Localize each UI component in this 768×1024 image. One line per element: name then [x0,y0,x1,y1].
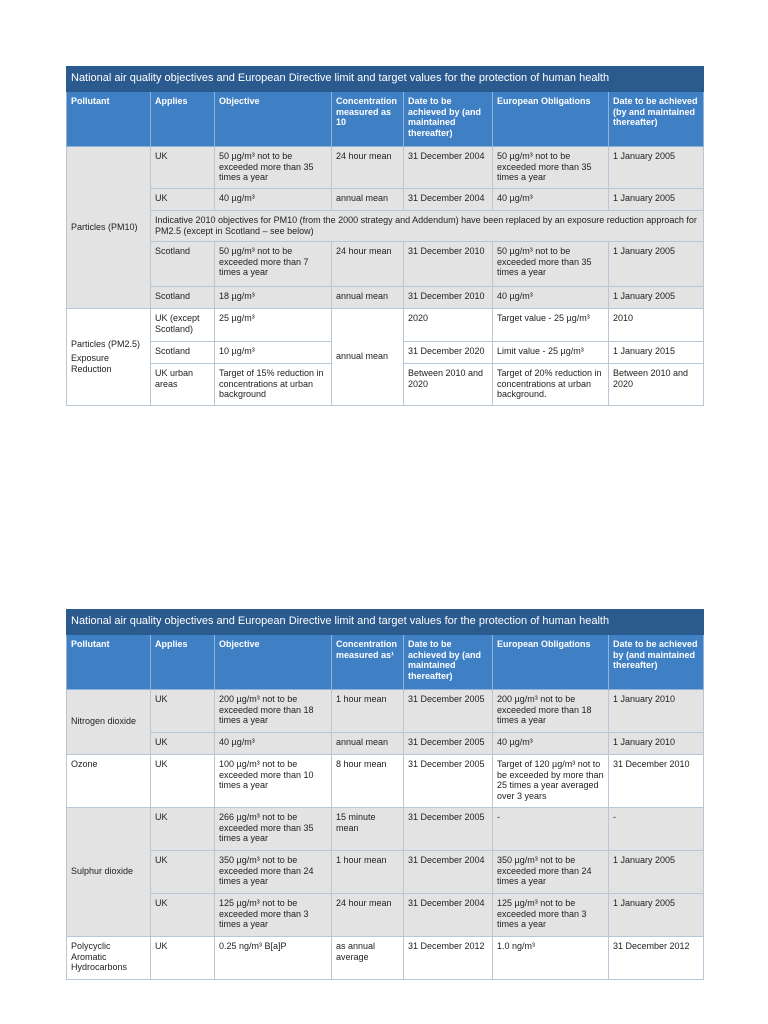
objective-cell: 40 µg/m³ [215,732,332,754]
applies-cell: UK urban areas [151,364,215,406]
objective-cell: 10 µg/m³ [215,342,332,364]
eu-date-cell: 1 January 2015 [609,342,704,364]
objective-cell: 350 µg/m³ not to be exceeded more than 24 times a year [215,850,332,893]
table-row [67,754,704,807]
eu-date-cell: 1 January 2010 [609,732,704,754]
table-row [67,732,704,754]
measured-cell: 8 hour mean [332,754,404,807]
pollutant-cell [67,309,151,406]
date-cell: 2020 [404,309,493,342]
date-cell: 31 December 2010 [404,242,493,287]
eu-date-cell: 1 January 2005 [609,188,704,210]
objective-cell: 40 µg/m³ [215,188,332,210]
measured-cell: annual mean [332,287,404,309]
eu-cell: Target value - 25 µg/m³ [493,309,609,342]
objective-cell: 266 µg/m³ not to be exceeded more than 35 times a year [215,807,332,850]
measured-cell: annual mean [332,309,404,406]
eu-date-cell: 1 January 2005 [609,242,704,287]
table-caption: National air quality objectives and European Directive limit and target values for the protection of human health [67,610,704,635]
table-row [67,210,704,241]
date-cell: 31 December 2020 [404,342,493,364]
header-eu-date: Date to be achieved (by and maintained thereafter) [609,91,704,146]
eu-cell: Target of 120 µg/m³ not to be exceeded by more than 25 times a year averaged over 3 years [493,754,609,807]
table-row [67,893,704,936]
applies-cell: UK [151,754,215,807]
date-cell: 31 December 2005 [404,754,493,807]
eu-cell: Limit value - 25 µg/m³ [493,342,609,364]
applies-cell: UK [151,732,215,754]
objective-cell: Target of 15% reduction in concentrations at urban background [215,364,332,406]
table-caption: National air quality objectives and European Directive limit and target values for the protection of human health [67,67,704,92]
date-cell: 31 December 2004 [404,850,493,893]
note-cell: Indicative 2010 objectives for PM10 (from the 2000 strategy and Addendum) have been replaced by an exposure reduction approach for PM2.5 (except in Scotland – see below) [151,210,704,241]
applies-cell: Scotland [151,342,215,364]
table-row [67,287,704,309]
measured-cell: annual mean [332,732,404,754]
air-quality-table-2 [66,609,704,980]
applies-cell: UK (except Scotland) [151,309,215,342]
pollutant-cell: Particles (PM10) [67,146,151,308]
eu-date-cell: 1 January 2005 [609,287,704,309]
header-objective: Objective [215,91,332,146]
header-pollutant: Pollutant [67,634,151,689]
eu-cell: - [493,807,609,850]
applies-cell: Scotland [151,242,215,287]
pollutant-cell: Ozone [67,754,151,807]
eu-cell: 50 µg/m³ not to be exceeded more than 35 times a year [493,146,609,188]
eu-date-cell: 1 January 2010 [609,689,704,732]
date-cell: 31 December 2004 [404,188,493,210]
eu-cell: Target of 20% reduction in concentrations at urban background. [493,364,609,406]
applies-cell: UK [151,188,215,210]
table-row [67,309,704,342]
applies-cell: UK [151,689,215,732]
eu-date-cell: 31 December 2010 [609,754,704,807]
header-date: Date to be achieved by (and maintained thereafter) [404,91,493,146]
objective-cell: 50 µg/m³ not to be exceeded more than 7 times a year [215,242,332,287]
measured-cell: 24 hour mean [332,146,404,188]
date-cell: 31 December 2004 [404,146,493,188]
eu-cell: 1.0 ng/m³ [493,936,609,979]
measured-cell: 1 hour mean [332,689,404,732]
eu-date-cell: - [609,807,704,850]
eu-cell: 40 µg/m³ [493,188,609,210]
pollutant-cell: Sulphur dioxide [67,807,151,936]
pollutant-cell: Polycyclic Aromatic Hydrocarbons [67,936,151,979]
measured-cell: 24 hour mean [332,242,404,287]
header-date: Date to be achieved by (and maintained thereafter) [404,634,493,689]
date-cell: Between 2010 and 2020 [404,364,493,406]
eu-date-cell: 2010 [609,309,704,342]
table-row [67,850,704,893]
applies-cell: UK [151,807,215,850]
objective-cell: 25 µg/m³ [215,309,332,342]
header-measured: Concentration measured as 10 [332,91,404,146]
applies-cell: UK [151,850,215,893]
objective-cell: 200 µg/m³ not to be exceeded more than 18 times a year [215,689,332,732]
header-pollutant: Pollutant [67,91,151,146]
objective-cell: 18 µg/m³ [215,287,332,309]
table-row [67,936,704,979]
eu-cell: 40 µg/m³ [493,287,609,309]
table-row [67,188,704,210]
date-cell: 31 December 2005 [404,807,493,850]
header-applies: Applies [151,634,215,689]
eu-cell: 350 µg/m³ not to be exceeded more than 24 times a year [493,850,609,893]
header-eu-date: Date to be achieved by (and maintained thereafter) [609,634,704,689]
eu-cell: 200 µg/m³ not to be exceeded more than 18 times a year [493,689,609,732]
table-row [67,146,704,188]
pollutant-subtitle: Exposure Reduction [71,353,112,374]
applies-cell: UK [151,893,215,936]
table-row [67,242,704,287]
eu-date-cell: 1 January 2005 [609,893,704,936]
date-cell: 31 December 2012 [404,936,493,979]
measured-cell: annual mean [332,188,404,210]
table-row [67,807,704,850]
eu-date-cell: Between 2010 and 2020 [609,364,704,406]
pollutant-cell: Nitrogen dioxide [67,689,151,754]
header-measured: Concentration measured as¹ [332,634,404,689]
table-row [67,689,704,732]
measured-cell: 24 hour mean [332,893,404,936]
header-eu: European Obligations [493,634,609,689]
applies-cell: UK [151,936,215,979]
date-cell: 31 December 2005 [404,732,493,754]
air-quality-table-1 [66,66,704,406]
eu-date-cell: 1 January 2005 [609,850,704,893]
objective-cell: 50 µg/m³ not to be exceeded more than 35 times a year [215,146,332,188]
eu-cell: 50 µg/m³ not to be exceeded more than 35 times a year [493,242,609,287]
measured-cell: as annual average [332,936,404,979]
eu-cell: 125 µg/m³ not to be exceeded more than 3 times a year [493,893,609,936]
date-cell: 31 December 2010 [404,287,493,309]
applies-cell: Scotland [151,287,215,309]
header-eu: European Obligations [493,91,609,146]
applies-cell: UK [151,146,215,188]
measured-cell: 15 minute mean [332,807,404,850]
header-objective: Objective [215,634,332,689]
objective-cell: 0.25 ng/m³ B[a]P [215,936,332,979]
eu-date-cell: 31 December 2012 [609,936,704,979]
measured-cell: 1 hour mean [332,850,404,893]
objective-cell: 100 µg/m³ not to be exceeded more than 10 times a year [215,754,332,807]
objective-cell: 125 µg/m³ not to be exceeded more than 3 times a year [215,893,332,936]
header-applies: Applies [151,91,215,146]
eu-cell: 40 µg/m³ [493,732,609,754]
date-cell: 31 December 2005 [404,689,493,732]
date-cell: 31 December 2004 [404,893,493,936]
pollutant-name: Particles (PM2.5) [71,338,141,349]
eu-date-cell: 1 January 2005 [609,146,704,188]
